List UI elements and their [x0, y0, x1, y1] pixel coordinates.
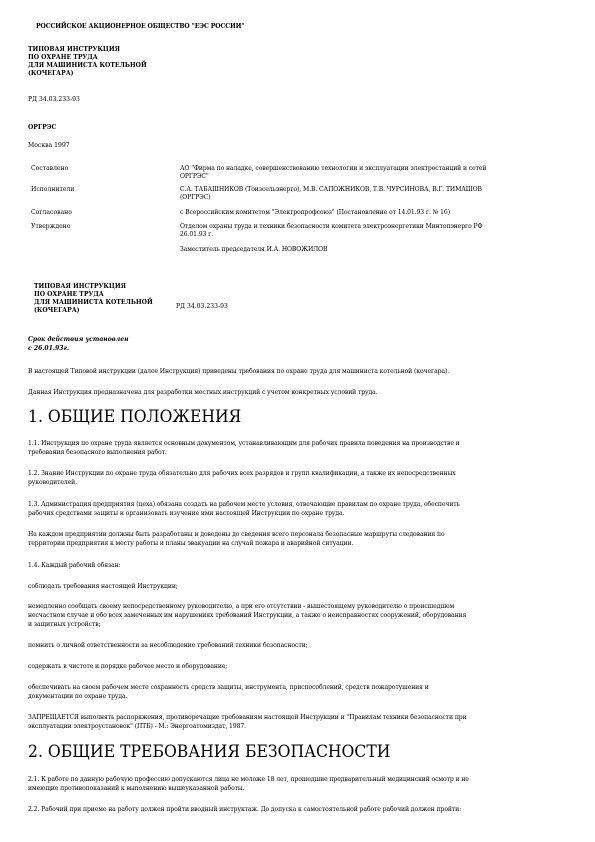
doc-code: РД 34.03.233-93 — [28, 96, 80, 103]
paragraph: 2.2. Рабочий при приеме на работу должен пройти вводный инструктаж. До допуска к самостоятельной работе рабочий должен пройти: — [28, 806, 462, 813]
doc-title-line: (КОЧЕГАРА) — [28, 70, 74, 77]
deputy: Заместитель председателя И.А. НОВОЖИЛОВ — [180, 246, 328, 253]
doc-code: РД 34.03.233-93 — [176, 303, 228, 310]
paragraph: 1.1. Инструкция по охране труда является основным документом, устанавливающим для рабочих правила поведения на производстве и — [28, 440, 460, 447]
doc-title-line: ТИПОВАЯ ИНСТРУКЦИЯ — [34, 283, 126, 290]
intro-paragraph: В настоящей Типовой инструкции (далее Инструкция) приведены требования по охране труда для машиниста котельной (кочегара). — [28, 368, 450, 375]
paragraph: обеспечивать на своем рабочем месте сохранность средств защиты, инструмента, приспособлений, средств пожаротушения и — [28, 684, 429, 691]
paragraph: руководителей. — [28, 479, 77, 486]
publisher: ОРГРЭС — [28, 124, 57, 131]
compiled-value: ОРГРЭС" — [180, 173, 209, 180]
paragraph: эксплуатации электроустановок" (ПТБ) - М.: Энергоатомиздат, 1987. — [28, 723, 246, 730]
paragraph: содержать в чистоте и порядке рабочее место и оборудование; — [28, 663, 228, 670]
paragraph: имеющие противопоказаний к выполнению вышеуказанной работы. — [28, 785, 245, 792]
doc-title-line: ДЛЯ МАШИНИСТА КОТЕЛЬНОЙ — [28, 62, 147, 69]
paragraph: На каждом предприятии должны быть разработаны и доведены до сведения всего персонала безопасные маршруты следования по — [28, 531, 445, 538]
executors-label: Исполнители — [31, 186, 75, 193]
validity-line: Срок действия установлен — [28, 336, 129, 343]
paragraph: помнить о личной ответственности за несоблюдение требований техники безопасности; — [28, 642, 308, 649]
doc-title-line: ТИПОВАЯ ИНСТРУКЦИЯ — [28, 46, 120, 53]
validity-line: с 26.01.93г. — [28, 345, 70, 352]
doc-title-line: (КОЧЕГАРА) — [34, 307, 80, 314]
org-header: РОССИЙСКОЕ АКЦИОНЕРНОЕ ОБЩЕСТВО "ЕЭС РОССИИ" — [36, 23, 245, 30]
approved-value: 26.01.93 г. — [180, 231, 214, 238]
section-heading: 2. ОБЩИЕ ТРЕБОВАНИЯ БЕЗОПАСНОСТИ — [28, 742, 391, 762]
approved-value: Отделом охраны труда и техники безопасности комитета электроэнергетики Минтопэнерго РФ — [180, 223, 483, 230]
compiled-label: Составлено — [31, 165, 69, 172]
place-year: Москва 1997 — [28, 142, 70, 149]
paragraph: ЗАПРЕЩАЕТСЯ выполнять распоряжения, противоречащие требованиям настоящей Инструкции и "Правилам техники безопасности при — [28, 714, 467, 721]
compiled-value: АО "Фирма по наладке, совершенствованию технологии и эксплуатации электростанций и сетей — [180, 165, 487, 172]
doc-title-line: ДЛЯ МАШИНИСТА КОТЕЛЬНОЙ — [34, 299, 153, 306]
agreed-value: с Всероссийским комитетом "Электропрофсоюз" (Постановление от 14.01.93 г. № 16) — [180, 209, 450, 216]
agreed-label: Согласовано — [31, 209, 72, 216]
section-heading: 1. ОБЩИЕ ПОЛОЖЕНИЯ — [28, 407, 242, 427]
doc-title-line: ПО ОХРАНЕ ТРУДА — [34, 291, 104, 298]
paragraph: 2.1. К работе по данную рабочую профессию допускаются лица не моложе 18 лет, прошедшие предварительный медицинский осмотр и не — [28, 776, 469, 783]
paragraph: 1.3. Администрация предприятия (цеха) обязана создать на рабочем месте условия, отвечающие правилам по охране труда, обеспечить — [28, 501, 460, 508]
approved-label: Утверждено — [31, 223, 71, 230]
paragraph: и защитных устройств; — [28, 621, 101, 628]
paragraph: соблюдать требования настоящей Инструкции; — [28, 583, 178, 590]
paragraph: требования безопасного выполнения работ. — [28, 449, 167, 456]
paragraph: несчастном случае и обо всех замеченных им нарушениях требований Инструкции, а также о неисправностях сооружений, оборудования — [28, 612, 467, 619]
paragraph: 1.2. Знание Инструкции по охране труда обязательно для рабочих всех разрядов и групп квалификации, а также их непосредственных — [28, 470, 456, 477]
executors-value: (ОРГРЭС) — [180, 194, 211, 201]
paragraph: территории предприятия к месту работы и планы эвакуации на случай пожара и аварийной ситуации. — [28, 540, 354, 547]
paragraph: документации по охране труда. — [28, 693, 128, 700]
paragraph: 1.4. Каждый рабочий обязан: — [28, 562, 121, 569]
executors-value: С.А. ТАБАШНИКОВ (Тоизсельэнерго), М.В. САПОЖНИКОВ, Т.В. ЧУРСИНОВА, В.Г. ТИМАШОВ — [180, 186, 482, 193]
paragraph: рабочих средствами защиты и организовать изучение ими настоящей Инструкции по охране труда. — [28, 510, 345, 517]
intro-paragraph: Данная Инструкция предназначена для разработки местных инструкций с учетом конкретных условий труда. — [28, 389, 378, 396]
doc-title-line: ПО ОХРАНЕ ТРУДА — [28, 54, 98, 61]
paragraph: немедленно сообщать своему непосредственному руководителю, а при его отсутствии - вышестоящему руководителю о происшедшем — [28, 603, 455, 610]
